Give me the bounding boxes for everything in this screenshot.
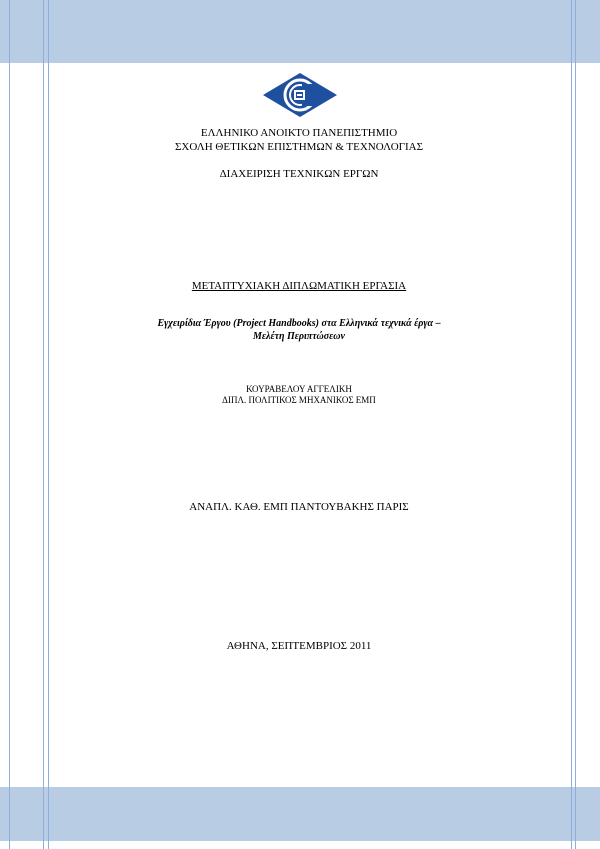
author-name: ΚΟΥΡΑΒΕΛΟΥ ΑΓΓΕΛΙΚΗ (246, 384, 352, 394)
thesis-title-line2: Μελέτη Περιπτώσεων (253, 331, 345, 342)
program-name: ΔΙΑΧΕΙΡΙΣΗ ΤΕΧΝΙΚΩΝ ΕΡΓΩΝ (219, 168, 379, 180)
university-logo-icon (262, 72, 338, 118)
frame-line-left-inner (43, 0, 44, 849)
frame-line-left (9, 0, 10, 849)
school-name: ΣΧΟΛΗ ΘΕΤΙΚΩΝ ΕΠΙΣΤΗΜΩΝ & ΤΕΧΝΟΛΟΓΙΑΣ (174, 141, 424, 153)
university-name: ΕΛΛΗΝΙΚΟ ΑΝΟΙΚΤΟ ΠΑΝΕΠΙΣΤΗΜΙΟ (200, 127, 398, 139)
supervisor: ΑΝΑΠΛ. ΚΑΘ. ΕΜΠ ΠΑΝΤΟΥΒΑΚΗΣ ΠΑΡΙΣ (189, 501, 409, 513)
thesis-type: ΜΕΤΑΠΤΥΧΙΑΚΗ ΔΙΠΛΩΜΑΤΙΚΗ ΕΡΓΑΣΙΑ (191, 280, 407, 292)
frame-line-right-inner (575, 0, 576, 849)
thesis-title-line1: Εγχειρίδια Έργου (Project Handbooks) στα Ελληνικά τεχνικά έργα – (157, 318, 441, 329)
author-degree: ΔΙΠΛ. ΠΟΛΙΤΙΚΟΣ ΜΗΧΑΝΙΚΟΣ ΕΜΠ (222, 395, 376, 405)
place-date: ΑΘΗΝΑ, ΣΕΠΤΕΜΒΡΙΟΣ 2011 (226, 640, 372, 652)
